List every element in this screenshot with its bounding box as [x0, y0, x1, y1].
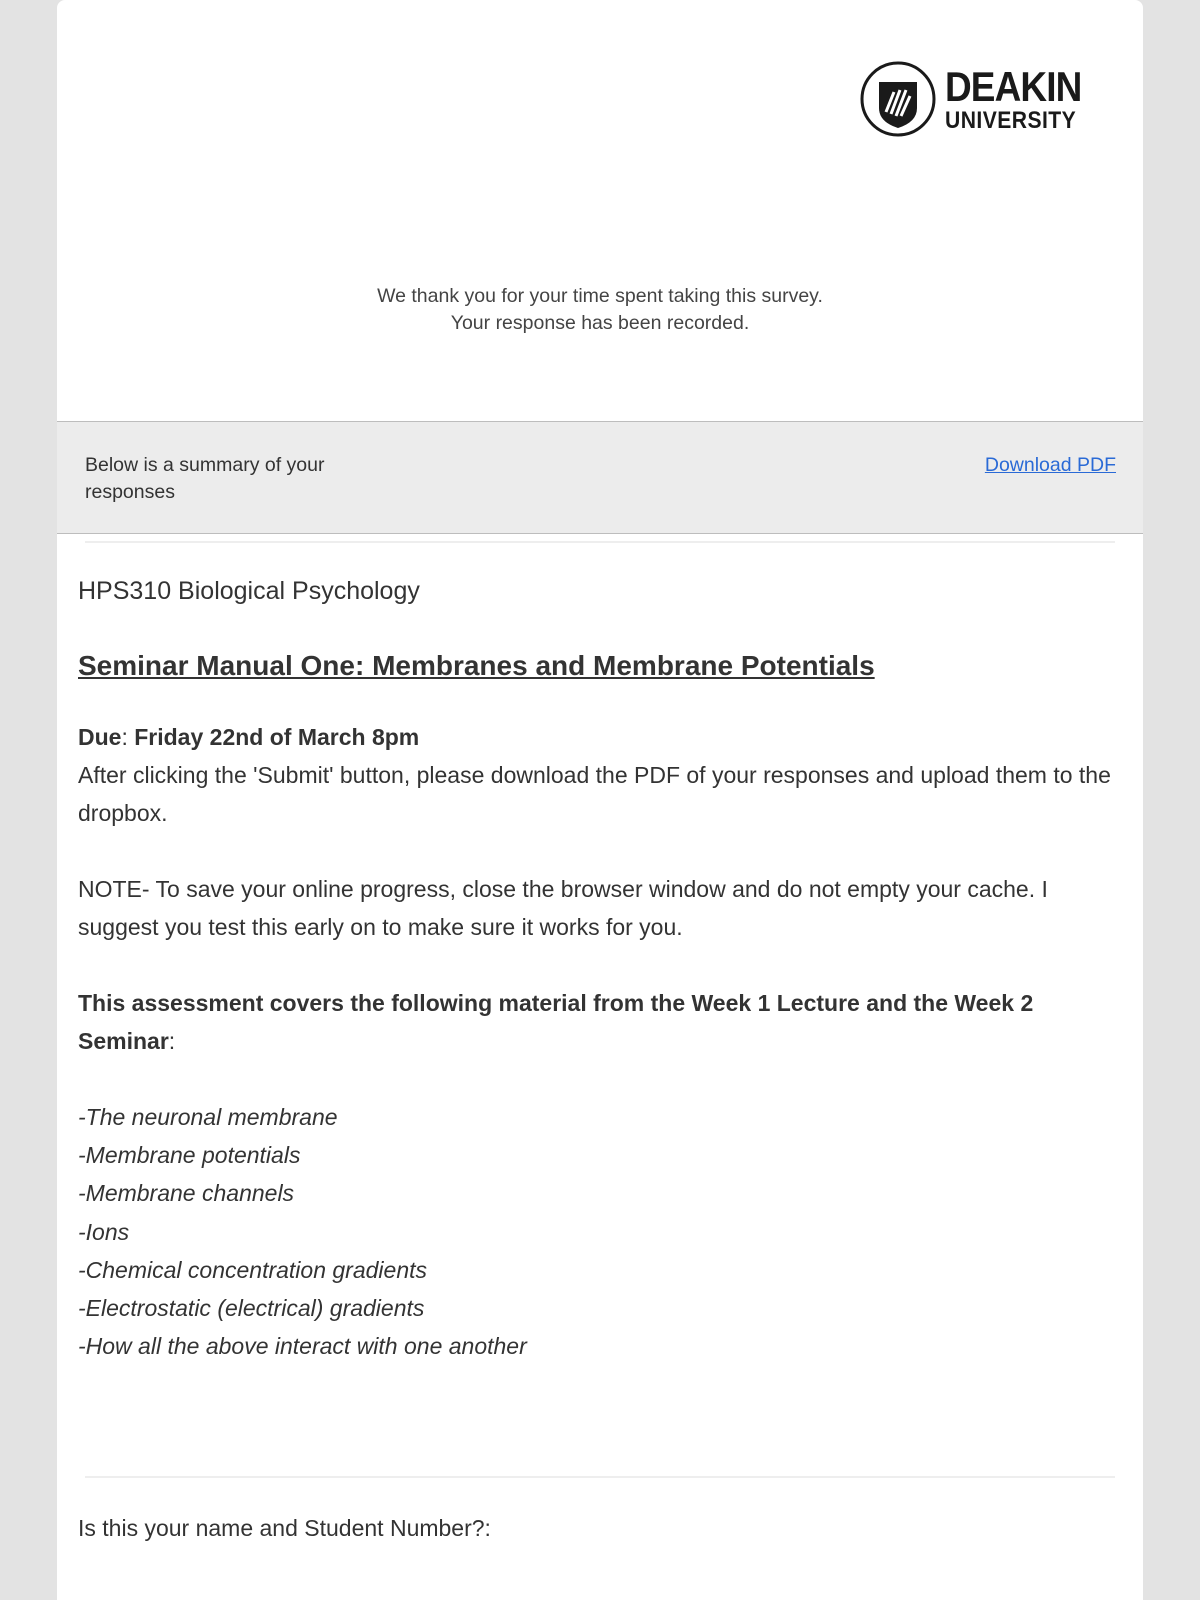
coverage-text: This assessment covers the following material from the Week 1 Lecture and the Week 2 Seminar: [78, 990, 1034, 1054]
deakin-logo: [859, 58, 1089, 140]
section-divider: [85, 541, 1115, 543]
question-label: Is this your name and Student Number?:: [78, 1515, 491, 1541]
course-title: HPS310 Biological Psychology: [78, 577, 420, 605]
thank-you-line: We thank you for your time spent taking this survey.: [377, 285, 823, 307]
response-recorded-line: Your response has been recorded.: [450, 312, 750, 334]
question-divider: [85, 1476, 1115, 1478]
summary-bar: [57, 421, 1143, 534]
download-pdf-link[interactable]: Download PDF: [984, 454, 1116, 476]
list-item: -Membrane potentials: [78, 1142, 301, 1169]
due-colon: :: [121, 724, 128, 750]
survey-intro: [78, 570, 1123, 1365]
list-item: -The neuronal membrane: [78, 1104, 338, 1130]
seminar-title: Seminar Manual One: Membranes and Membrane Potentials: [78, 650, 875, 681]
deakin-shield-icon: [859, 60, 937, 138]
list-item: -Electrostatic (electrical) gradients: [78, 1295, 425, 1322]
coverage-colon: :: [168, 1028, 176, 1054]
coverage-heading: [78, 984, 1123, 1060]
thank-you-message: [57, 283, 1143, 337]
topic-list: [78, 1098, 1123, 1365]
logo-word-university: UNIVERSITY: [945, 107, 1077, 134]
due-date: Friday 22nd of March 8pm: [127, 724, 420, 750]
list-item: -Ions: [78, 1218, 130, 1245]
list-item: -Membrane channels: [78, 1180, 295, 1207]
summary-label: Below is a summary of your responses: [85, 454, 325, 503]
due-instructions: [78, 718, 1123, 832]
survey-card: [57, 0, 1143, 1600]
list-item: -Chemical concentration gradients: [78, 1256, 428, 1283]
due-label: Due: [78, 724, 122, 750]
list-item: -How all the above interact with one another: [78, 1333, 527, 1360]
instructions-text: After clicking the 'Submit' button, please download the PDF of your responses and upload them to the dropbox.: [78, 762, 1111, 826]
note-text: NOTE- To save your online progress, close the browser window and do not empty your cache. I suggest you test this early on to make sure it works for you.: [78, 876, 1048, 940]
logo-text: [945, 63, 1100, 134]
logo-word-deakin: DEAKIN: [945, 63, 1082, 110]
